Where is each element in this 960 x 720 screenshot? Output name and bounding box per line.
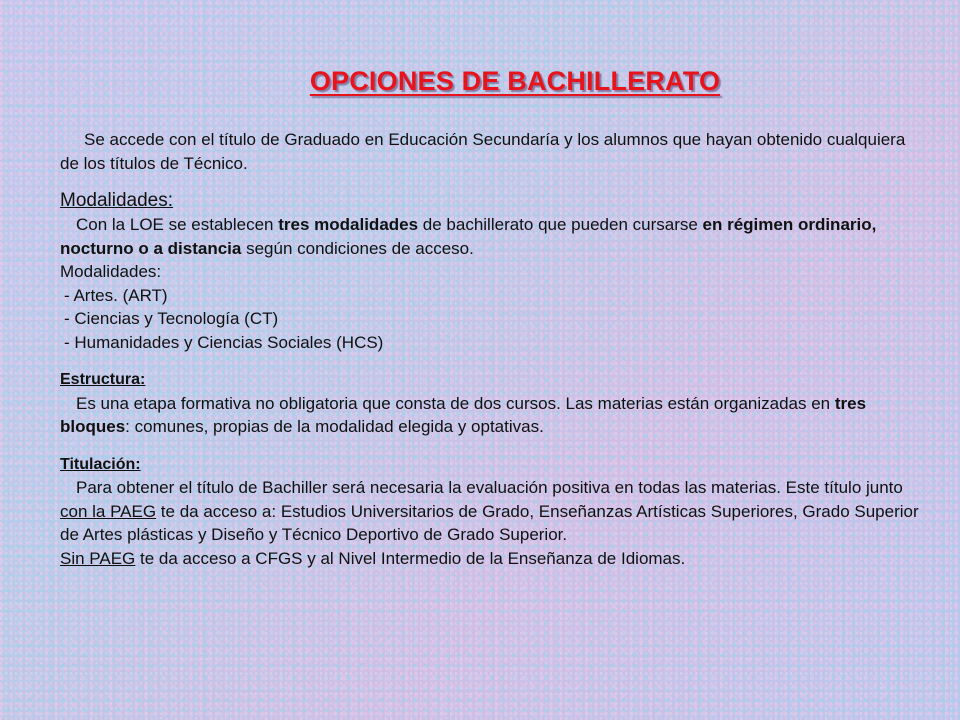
titulacion-paragraph xyxy=(60,476,920,547)
modalidades-list-label: Modalidades: xyxy=(60,262,162,281)
modalidades-text: Con la LOE se establecen xyxy=(76,215,279,234)
spacer xyxy=(60,354,920,368)
spacer xyxy=(60,439,920,453)
modalidades-paragraph xyxy=(60,213,920,260)
list-item: - Humanidades y Ciencias Sociales (HCS) xyxy=(64,332,384,352)
modalidades-emphasis: en régimen ordinario, nocturno o a distancia xyxy=(60,215,877,258)
estructura-text: : comunes, propias de la modalidad elegida y optativas. xyxy=(125,417,544,436)
estructura-paragraph xyxy=(60,392,920,439)
modalidades-text: de bachillerato que pueden cursarse xyxy=(418,215,703,234)
titulacion-text: Para obtener el título de Bachiller será necesaria la evaluación positiva en todas las materias. Este título junto xyxy=(76,478,903,497)
list-item: - Artes. (ART) xyxy=(64,285,168,305)
list-item: - Ciencias y Tecnología (CT) xyxy=(64,309,279,328)
modalidades-heading: Modalidades: xyxy=(60,190,174,211)
sin-paeg-text: te da acceso a CFGS y al Nivel Intermedio de la Enseñanza de Idiomas. xyxy=(135,548,686,568)
page-title: OPCIONES DE BACHILLERATO xyxy=(309,66,721,96)
modalidades-emphasis: tres modalidades xyxy=(278,215,419,234)
estructura-emphasis: tres bloques xyxy=(60,393,867,436)
sin-paeg-paragraph xyxy=(60,547,920,571)
paeg-link[interactable]: con la PAEG xyxy=(60,501,157,521)
modalidades-text: según condiciones de acceso. xyxy=(241,238,474,258)
titulacion-text: te da acceso a: Estudios Universitarios de Grado, Enseñanzas Artísticas Superiores, Grado Superior de Artes plásticas y Diseño y Técnico Deportivo de Grado Superior. xyxy=(60,501,919,544)
titulacion-heading: Titulación: xyxy=(60,455,141,473)
slide-body xyxy=(60,128,920,570)
sin-paeg-link[interactable]: Sin PAEG xyxy=(60,548,136,568)
estructura-heading: Estructura: xyxy=(60,371,146,388)
intro-paragraph: Se accede con el título de Graduado en Educación Secundaría y los alumnos que hayan obtenido cualquiera de los títulos de Técnico. xyxy=(60,130,906,173)
estructura-text: Es una etapa formativa no obligatoria que consta de dos cursos. Las materias están organizadas en xyxy=(76,393,835,413)
